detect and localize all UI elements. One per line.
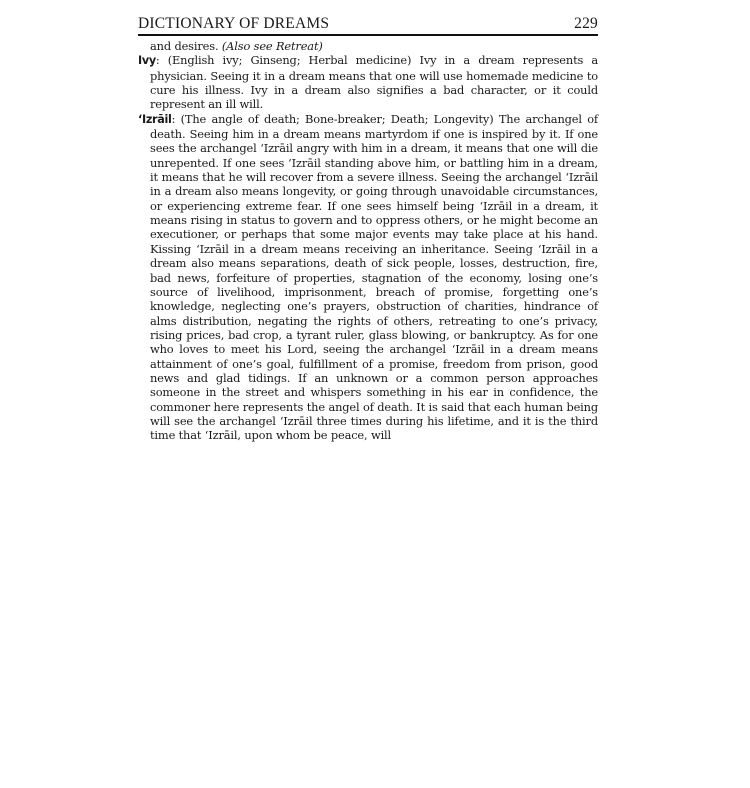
cross-reference: (Also see Retreat) — [221, 39, 323, 53]
document-page — [138, 14, 598, 443]
book-title: DICTIONARY OF DREAMS — [138, 15, 330, 32]
entry-body: (English ivy; Ginseng; Herbal medicine) Ivy in a dream represents a physician. Seeing it in a dream means that one will use homemade medicine to cure his illness. Ivy in a dream also signifies a bad character, or it could represent an ill will. — [150, 53, 598, 112]
running-head — [138, 14, 598, 33]
entry-continuation — [138, 39, 598, 53]
headword: ‘Izrāil — [138, 112, 172, 126]
headword: Ivy — [138, 54, 156, 68]
headword-separator: : — [155, 53, 168, 68]
entry-izrail — [138, 112, 598, 443]
entry-ivy — [138, 53, 598, 111]
continuation-text: and desires. — [150, 39, 222, 53]
header-rule — [138, 34, 598, 36]
entry-body: (The angle of death; Bone-breaker; Death; Longevity) The archangel of death. Seeing him in a dream means martyrdom if one is inspired by it. If one sees the archangel ‘Izrāil angry with him in a dream, it means that one will die unrepented. If one sees ‘Izrāil standing above him, or battling him in a dream, it means that he will recover from a severe illness. Seeing the archangel ‘Izrāil in a dream also means longevity, or going through unavoidable circumstances, or experiencing extreme fear. If one sees himself being ‘Izrāil in a dream, it means rising in status to govern and to oppress others, or he might become an executioner, or perhaps that some major events may take place at his hand. Kissing ‘Izrāil in a dream means receiving an inheritance. Seeing ‘Izrāil in a dream also means separations, death of sick people, losses, destruction, fire, bad news, forfeiture of properties, stagnation of the economy, losing one’s source of livelihood, imprisonment, breach of promise, forgetting one’s knowledge, neglecting one’s prayers, obstruction of charities, hindrance of alms distribution, negating the rights of others, retreating to one’s privacy, rising prices, bad crop, a tyrant ruler, glass blowing, or bankruptcy. As for one who loves to meet his Lord, seeing the archangel ‘Izrāil in a dream means attainment of one’s goal, fulfillment of a promise, freedom from prison, good news and glad tidings. If an unknown or a common person approaches someone in the street and whispers something in his ear in confidence, the commoner here represents the angel of death. It is said that each human being will see the archangel ‘Izrāil three times during his lifetime, and it is the third time that ‘Izrāil, upon whom be peace, will — [150, 111, 598, 443]
page-number: 229 — [574, 15, 598, 32]
headword-separator: : — [171, 111, 181, 126]
